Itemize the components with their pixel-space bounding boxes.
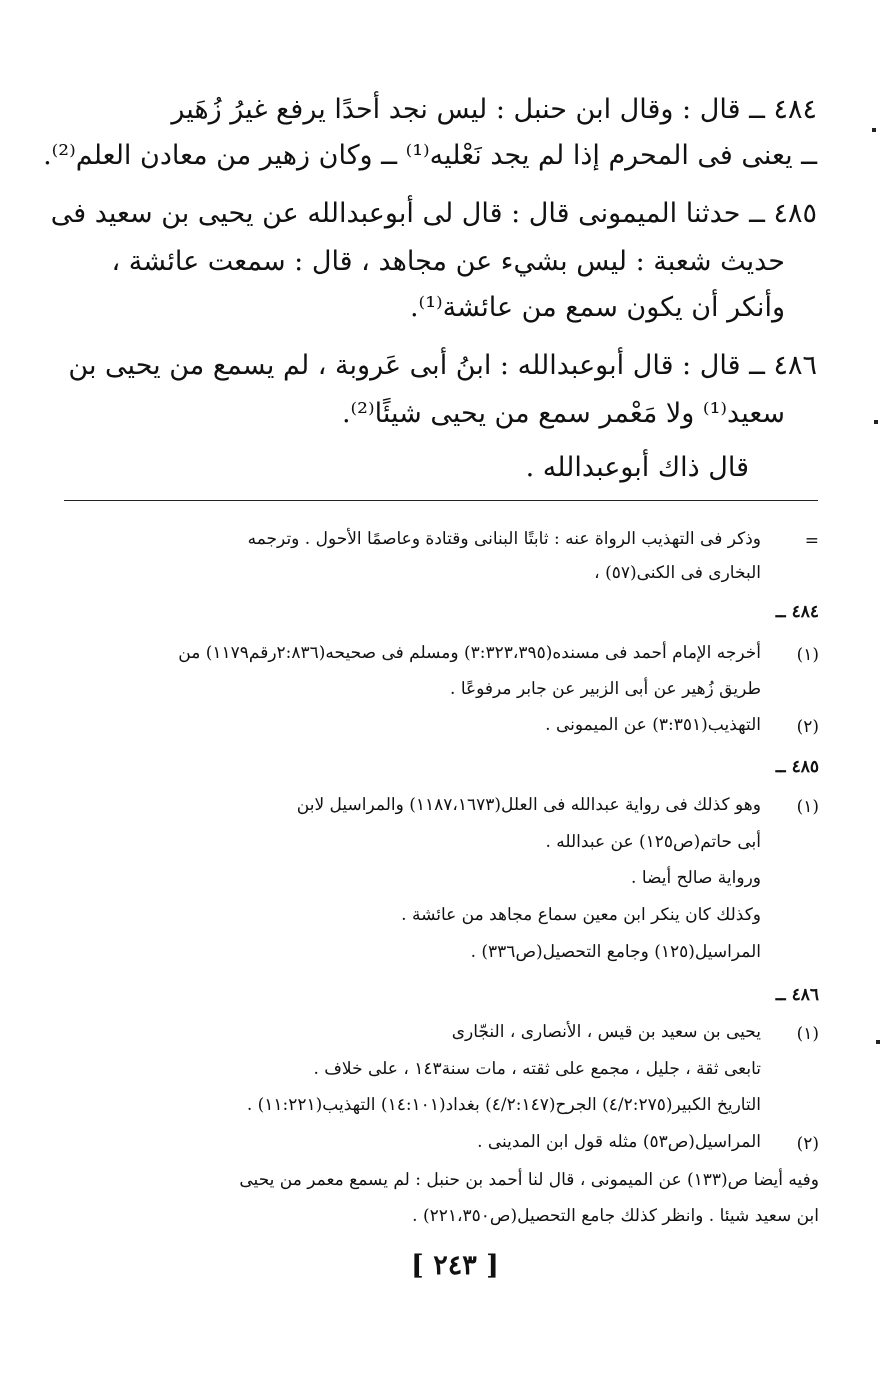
footnote-separator	[64, 500, 818, 501]
footnote-485-1-line2: أبى حاتم(ص١٢٥) عن عبدالله .	[545, 832, 761, 852]
footnote-heading-485: ٤٨٥ ــ	[775, 757, 819, 777]
main-line-484a: ٤٨٤ ــ قال : وقال ابن حنبل : ليس نجد أحدًا يرفع غيرُ زُهَير	[171, 94, 817, 125]
main-line-485a: ٤٨٥ ــ حدثنا الميمونى قال : قال لى أبوعبدالله عن يحيى بن سعيد فى	[50, 198, 817, 229]
footnote-cont-line1: وذكر فى التهذيب الرواة عنه : ثابتًا البنانى وقتادة وعاصمًا الأحول . وترجمه	[247, 529, 761, 549]
footnote-486-2-line3: ابن سعيد شيئا . وانظر كذلك جامع التحصيل(ص٢٢١،٣٥٠) .	[412, 1206, 819, 1226]
main-line-486b: سعيد⁽¹⁾ ولا مَعْمر سمع من يحيى شيئًا⁽²⁾.	[341, 398, 785, 429]
footnote-484-2-line1: التهذيب(٣:٣٥١) عن الميمونى .	[545, 715, 761, 735]
main-line-486a: ٤٨٦ ــ قال : قال أبوعبدالله : ابنُ أبى عَروبة ، لم يسمع من يحيى بن	[68, 350, 817, 381]
footnote-485-1-line5: المراسيل(١٢٥) وجامع التحصيل(ص٣٣٦) .	[470, 942, 761, 962]
main-line-484b: ــ يعنى فى المحرم إذا لم يجد نَعْليه⁽¹⁾ ــ وكان زهير من معادن العلم⁽²⁾.	[43, 140, 817, 171]
footnote-484-1-line2: طريق زُهير عن أبى الزبير عن جابر مرفوعًا .	[450, 679, 761, 699]
footnote-cont-line2: البخارى فى الكنى(٥٧) ،	[594, 563, 761, 583]
scan-speck	[876, 1040, 880, 1044]
footnote-485-1-line4: وكذلك كان ينكر ابن معين سماع مجاهد من عائشة .	[401, 905, 761, 925]
footnote-marker: (٢)	[796, 1134, 819, 1154]
footnote-marker: (٢)	[796, 717, 819, 737]
page-number: [ ٢٤٣ ]	[411, 1250, 499, 1281]
footnote-heading-486: ٤٨٦ ــ	[775, 985, 819, 1005]
scan-speck	[872, 128, 876, 132]
footnote-marker: (١)	[796, 645, 819, 665]
continuation-marker: =	[804, 531, 819, 551]
main-line-486c: قال ذاك أبوعبدالله .	[525, 452, 749, 483]
footnote-484-1-line1: أخرجه الإمام أحمد فى مسنده(٣:٣٢٣،٣٩٥) ومسلم فى صحيحه(٢:٨٣٦رقم١١٧٩) من	[178, 643, 761, 663]
footnote-486-2-line2: وفيه أيضا ص(١٣٣) عن الميمونى ، قال لنا أحمد بن حنبل : لم يسمع معمر من يحيى	[239, 1170, 819, 1190]
footnote-marker: (١)	[796, 1024, 819, 1044]
footnote-heading-484: ٤٨٤ ــ	[775, 602, 819, 622]
main-line-485b: حديث شعبة : ليس بشيء عن مجاهد ، قال : سمعت عائشة ،	[111, 246, 785, 277]
main-line-485c: وأنكر أن يكون سمع من عائشة⁽¹⁾.	[409, 292, 785, 323]
footnote-485-1-line1: وهو كذلك فى رواية عبدالله فى العلل(١١٨٧،١٦٧٣) والمراسيل لابن	[296, 795, 761, 815]
footnote-486-1-line2: تابعى ثقة ، جليل ، مجمع على ثقته ، مات سنة١٤٣ ، على خلاف .	[313, 1059, 761, 1079]
footnote-485-1-line3: ورواية صالح أيضا .	[631, 868, 761, 888]
footnote-marker: (١)	[796, 797, 819, 817]
footnote-486-2-line1: المراسيل(ص٥٣) مثله قول ابن المدينى .	[477, 1132, 761, 1152]
footnote-486-1-line3: التاريخ الكبير(٤/٢:٢٧٥) الجرح(٤/٢:١٤٧) بغداد(١٤:١٠١) التهذيب(١١:٢٢١) .	[246, 1095, 761, 1115]
scan-speck	[874, 420, 878, 424]
footnote-486-1-line1: يحيى بن سعيد بن قيس ، الأنصارى ، النجّارى	[451, 1022, 761, 1042]
